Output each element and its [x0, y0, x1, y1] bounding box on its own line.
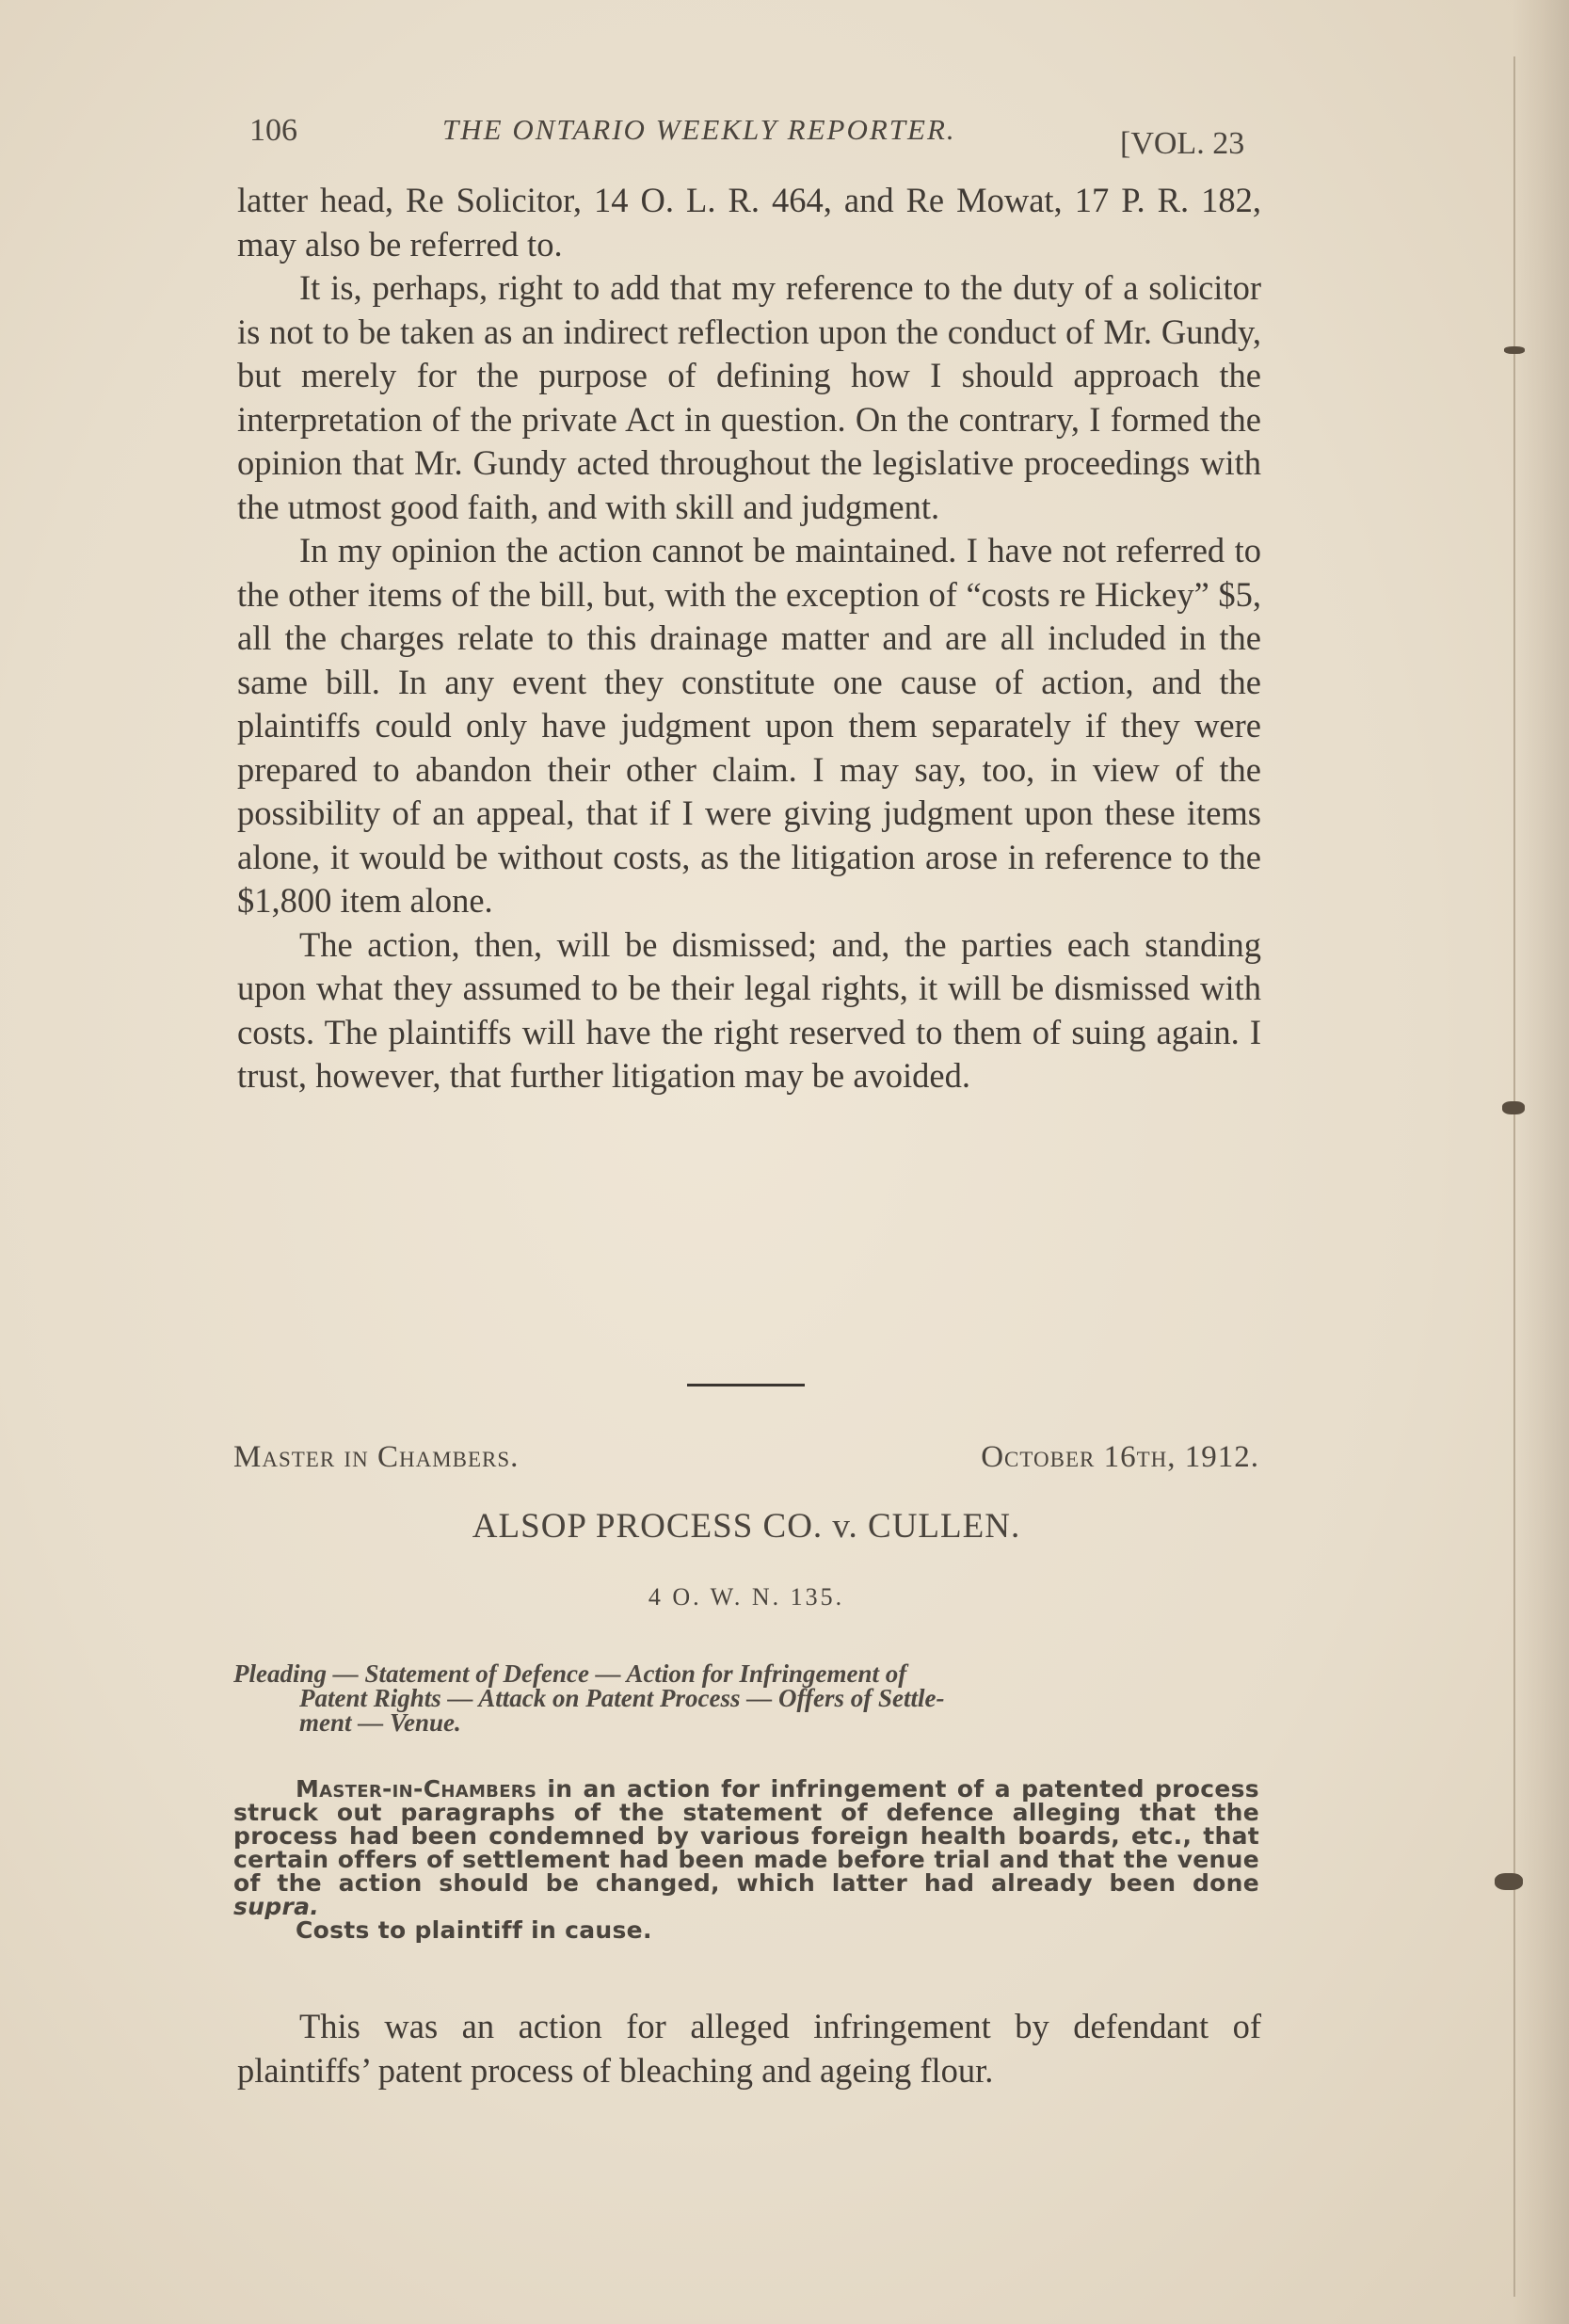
- headnote-line: Pleading — Statement of Defence — Action for Infringement of: [233, 1659, 907, 1688]
- paper-blemish: [1504, 346, 1525, 354]
- paragraph: In my opinion the action cannot be maintained. I have not referred to the other items of the bill, but, with the exception of “costs re Hickey” $5, all the charges relate to this drainage matter and are all included in the same bill. In any event they constitute one cause of action, and the plaintiffs could only have judgment upon them separately if they were prepared to abandon their other claim. I may say, too, in view of the possibility of an appeal, that if I were giving judgment upon these items alone, it would be without costs, as the litigation arose in reference to the $1,800 item alone.: [237, 531, 1261, 920]
- summary-lead: Master-in-Chambers: [296, 1775, 537, 1803]
- page-number: 106: [249, 113, 297, 148]
- paragraph: This was an action for alleged infringement by defendant of plaintiffs’ patent process of bleaching and ageing flour.: [237, 2007, 1261, 2090]
- case-citation: 4 O. W. N. 135.: [648, 1583, 845, 1611]
- case-summary: [233, 1777, 1259, 1942]
- summary-paragraph: [233, 1777, 1259, 1918]
- judgment-text: [237, 179, 1261, 1098]
- case-meta: [233, 1440, 1259, 1482]
- headnote-line: ment — Venue.: [299, 1708, 461, 1737]
- paper-blemish: [1502, 1101, 1525, 1114]
- paragraph: It is, perhaps, right to add that my reference to the duty of a solicitor is not to be taken as an indirect reflection upon the conduct of Mr. Gundy, but merely for the purpose of defining how I should approach the interpretation of the private Act in question. On the contrary, I formed the opinion that Mr. Gundy acted throughout the legislative proceedings with the utmost good faith, and with skill and judgment.: [237, 268, 1261, 526]
- summary-body: in an action for infringement of a patented process struck out paragraphs of the statement of defence alleging that the process had been condemned by various foreign health boards, etc., that certain offers of settlement had been made before trial and that the venue of the action should be changed, which latter had already been done: [233, 1775, 1259, 1897]
- section-divider: [687, 1384, 805, 1386]
- paragraph: The action, then, will be dismissed; and, the parties each standing upon what they assumed to be their legal rights, it will be dismissed with costs. The plaintiffs will have the right reserved to them of suing again. I trust, however, that further litigation may be avoided.: [237, 924, 1261, 1095]
- summary-supra: supra.: [233, 1893, 320, 1920]
- decision-date: October 16th, 1912.: [981, 1440, 1259, 1474]
- journal-title: THE ONTARIO WEEKLY REPORTER.: [442, 113, 956, 146]
- costs-line: Costs to plaintiff in cause.: [296, 1916, 652, 1944]
- page-edge-line: [1513, 56, 1515, 2297]
- headnote-line: Patent Rights — Attack on Patent Process — Offers of Settle-: [299, 1684, 945, 1712]
- headnote: [233, 1661, 1259, 1735]
- opening-text: [237, 2005, 1261, 2092]
- case-title: ALSOP PROCESS CO. v. CULLEN.: [472, 1507, 1021, 1546]
- running-header: [249, 105, 1266, 171]
- paragraph: latter head, Re Solicitor, 14 O. L. R. 464, and Re Mowat, 17 P. R. 182, may also be referred to.: [237, 181, 1261, 264]
- volume-label: [VOL. 23: [1120, 126, 1245, 161]
- paper-blemish: [1495, 1873, 1523, 1890]
- court-name: Master in Chambers.: [233, 1440, 520, 1474]
